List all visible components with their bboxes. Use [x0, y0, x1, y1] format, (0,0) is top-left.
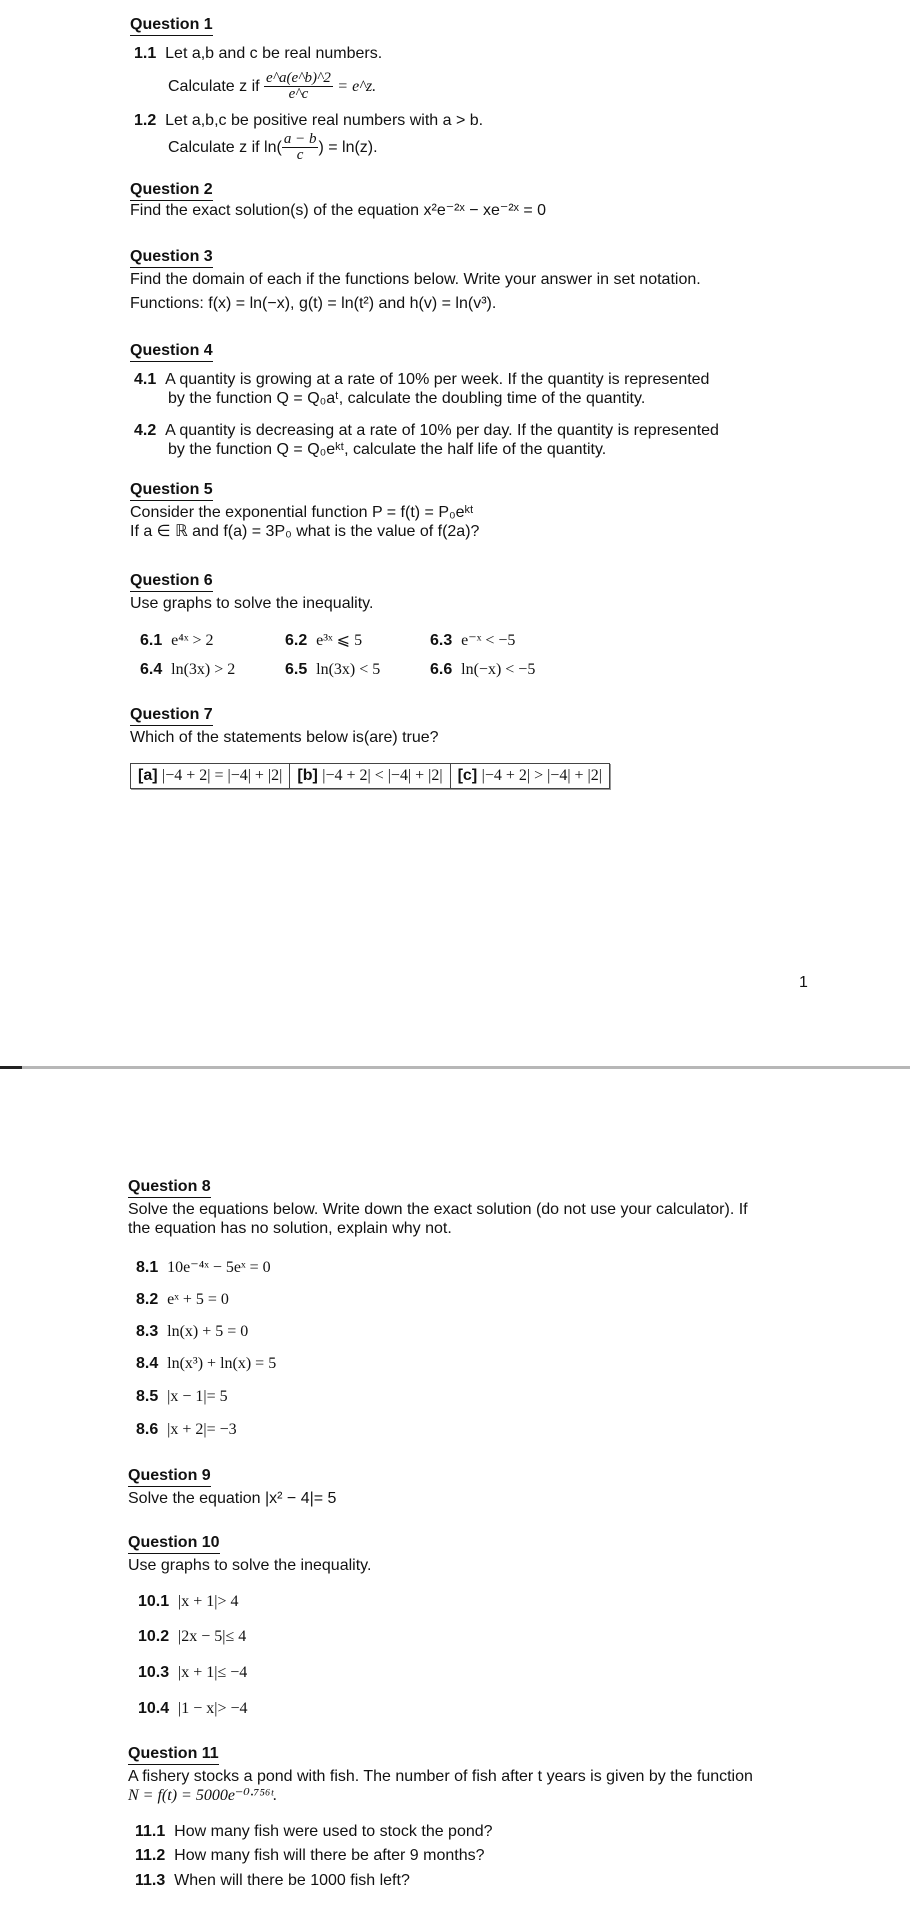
question-5-line-2: If a ∈ ℝ and f(a) = 3P₀ what is the value of f(2a)?	[130, 523, 480, 540]
item-text: How many fish were used to stock the pond?	[174, 1823, 493, 1840]
item-number: 10.4	[138, 1700, 170, 1717]
item-expression: ln(−x) < −5	[461, 661, 536, 678]
question-11-heading: Question 11	[128, 1745, 219, 1765]
item-number: 6.5	[285, 661, 308, 678]
question-3-heading: Question 3	[130, 248, 213, 268]
statement-expression: |−4 + 2| < |−4| + |2|	[322, 767, 443, 784]
item-number: 10.2	[138, 1628, 170, 1645]
question-1-1-equation	[168, 70, 376, 104]
fraction-numerator: a − b	[283, 131, 317, 148]
item-number: 8.5	[136, 1388, 159, 1405]
question-8	[128, 1178, 868, 1238]
question-8-heading: Question 8	[128, 1178, 211, 1198]
question-3	[130, 248, 870, 313]
inequality-10-1	[138, 1592, 238, 1611]
question-1-heading: Question 1	[130, 16, 213, 36]
item-expression: |x + 1|≤ −4	[178, 1664, 248, 1681]
question-5-heading: Question 5	[130, 481, 213, 501]
page-divider-mark	[0, 1066, 22, 1069]
calc-label: Calculate z if	[168, 78, 260, 95]
item-expression: 10e⁻⁴ˣ − 5eˣ = 0	[167, 1259, 271, 1276]
item-number: 6.2	[285, 632, 308, 649]
inequality-10-3	[138, 1663, 247, 1682]
statement-a	[131, 764, 290, 788]
question-7-heading: Question 7	[130, 706, 213, 726]
item-number: 10.1	[138, 1593, 170, 1610]
item-text: How many fish will there be after 9 months?	[174, 1847, 485, 1864]
inequality-6-6	[430, 660, 535, 679]
item-expression: |x + 1|> 4	[178, 1593, 239, 1610]
equation-8-5	[136, 1387, 228, 1406]
question-3-text: Find the domain of each if the functions below. Write your answer in set notation.	[130, 271, 701, 288]
calc-label: Calculate z if ln(	[168, 139, 282, 156]
item-text: Let a,b,c be positive real numbers with a > b.	[165, 112, 484, 129]
inequality-6-4	[140, 660, 235, 679]
item-number: 8.2	[136, 1291, 159, 1308]
question-6	[130, 572, 870, 613]
item-number: 6.3	[430, 632, 453, 649]
item-number: 11.3	[135, 1872, 166, 1889]
statement-b	[290, 764, 450, 788]
question-7	[130, 706, 870, 747]
question-8-line-2: the equation has no solution, explain why not.	[128, 1220, 452, 1237]
statement-expression: |−4 + 2| = |−4| + |2|	[162, 767, 283, 784]
item-expression: |x − 1|= 5	[167, 1388, 228, 1405]
item-number: 8.6	[136, 1421, 159, 1438]
item-number: 1.1	[134, 45, 157, 62]
question-11	[128, 1745, 868, 1805]
worksheet-page-2	[0, 1075, 910, 1920]
inequality-10-2	[138, 1627, 246, 1646]
question-1-2	[134, 111, 483, 130]
question-6-text: Use graphs to solve the inequality.	[130, 595, 374, 612]
item-expression: ln(x) + 5 = 0	[167, 1323, 249, 1340]
question-4-1	[134, 370, 709, 389]
question-11-function: N = f(t) = 5000e⁻⁰·⁷⁵⁶ᵗ.	[128, 1787, 278, 1804]
question-11-3	[135, 1871, 410, 1890]
equation-rhs: ) = ln(z).	[318, 139, 378, 156]
question-9-heading: Question 9	[128, 1467, 211, 1487]
equation-8-2	[136, 1290, 229, 1309]
item-number: 8.4	[136, 1355, 159, 1372]
question-11-1	[135, 1822, 493, 1841]
fraction-denominator: e^c	[288, 86, 309, 103]
question-10-heading: Question 10	[128, 1534, 220, 1554]
inequality-6-1	[140, 631, 213, 650]
question-3-functions: Functions: f(x) = ln(−x), g(t) = ln(t²) and h(v) = ln(v³).	[130, 295, 497, 312]
item-expression: e⁻ˣ < −5	[461, 632, 516, 649]
statement-label: [c]	[457, 767, 478, 784]
question-5	[130, 481, 870, 541]
inequality-6-2	[285, 631, 362, 650]
inequality-6-5	[285, 660, 380, 679]
fraction	[264, 71, 333, 102]
question-1-1	[134, 44, 382, 63]
question-4-2	[134, 421, 719, 440]
question-1	[130, 16, 870, 36]
question-9-text: Solve the equation |x² − 4|= 5	[128, 1490, 337, 1507]
question-9	[128, 1467, 868, 1508]
item-expression: |x + 2|= −3	[167, 1421, 237, 1438]
item-text: Let a,b and c be real numbers.	[165, 45, 383, 62]
item-line-1: A quantity is decreasing at a rate of 10% per day. If the quantity is represented	[165, 422, 719, 439]
item-number: 6.4	[140, 661, 163, 678]
page-number: 1	[799, 974, 808, 991]
question-11-2	[135, 1846, 485, 1865]
question-1-2-equation	[168, 131, 378, 165]
item-expression: ln(3x) > 2	[171, 661, 236, 678]
equation-8-4	[136, 1354, 276, 1373]
question-7-text: Which of the statements below is(are) true?	[130, 729, 439, 746]
fraction-denominator: c	[296, 147, 304, 164]
statements-box	[130, 763, 610, 789]
inequality-10-4	[138, 1699, 248, 1718]
question-4-2-line-2: by the function Q = Q₀eᵏᵗ, calculate the half life of the quantity.	[168, 441, 607, 458]
question-2	[130, 181, 870, 220]
question-8-line-1: Solve the equations below. Write down the exact solution (do not use your calculator). If	[128, 1201, 748, 1218]
item-expression: e³ˣ ⩽ 5	[316, 632, 363, 649]
equation-8-3	[136, 1322, 248, 1341]
item-expression: e⁴ˣ > 2	[171, 632, 214, 649]
item-number: 4.2	[134, 422, 157, 439]
item-expression: ln(3x) < 5	[316, 661, 381, 678]
item-number: 4.1	[134, 371, 157, 388]
item-expression: |1 − x|> −4	[178, 1700, 248, 1717]
question-5-line-1: Consider the exponential function P = f(t) = P₀eᵏᵗ	[130, 504, 474, 521]
fraction-numerator: e^a(e^b)^2	[266, 70, 331, 87]
equation-8-1	[136, 1258, 271, 1277]
item-number: 8.1	[136, 1259, 159, 1276]
question-10-text: Use graphs to solve the inequality.	[128, 1557, 372, 1574]
statement-expression: |−4 + 2| > |−4| + |2|	[481, 767, 602, 784]
item-number: 1.2	[134, 112, 157, 129]
fraction	[282, 132, 319, 163]
item-expression: eˣ + 5 = 0	[167, 1291, 229, 1308]
item-number: 11.2	[135, 1847, 166, 1864]
question-4-1-line-2: by the function Q = Q₀aᵗ, calculate the doubling time of the quantity.	[168, 390, 646, 407]
question-4-heading: Question 4	[130, 342, 213, 362]
inequality-6-3	[430, 631, 515, 650]
item-text: When will there be 1000 fish left?	[174, 1872, 410, 1889]
item-number: 6.1	[140, 632, 163, 649]
item-expression: |2x − 5|≤ 4	[178, 1628, 247, 1645]
item-expression: ln(x³) + ln(x) = 5	[167, 1355, 277, 1372]
question-11-line-1: A fishery stocks a pond with fish. The number of fish after t years is given by the function	[128, 1768, 753, 1785]
item-number: 10.3	[138, 1664, 170, 1681]
item-number: 8.3	[136, 1323, 159, 1340]
item-line-1: A quantity is growing at a rate of 10% per week. If the quantity is represented	[165, 371, 710, 388]
item-number: 6.6	[430, 661, 453, 678]
item-number: 11.1	[135, 1823, 166, 1840]
question-2-text: Find the exact solution(s) of the equation x²e⁻²ˣ − xe⁻²ˣ = 0	[130, 202, 547, 219]
statement-label: [b]	[297, 767, 318, 784]
statement-c	[451, 764, 609, 788]
equation-8-6	[136, 1420, 237, 1439]
statement-label: [a]	[138, 767, 158, 784]
page-divider	[20, 1066, 910, 1069]
question-2-heading: Question 2	[130, 181, 213, 201]
question-6-heading: Question 6	[130, 572, 213, 592]
question-4	[130, 342, 870, 362]
question-10	[128, 1534, 868, 1575]
equation-rhs: = e^z.	[337, 78, 377, 95]
